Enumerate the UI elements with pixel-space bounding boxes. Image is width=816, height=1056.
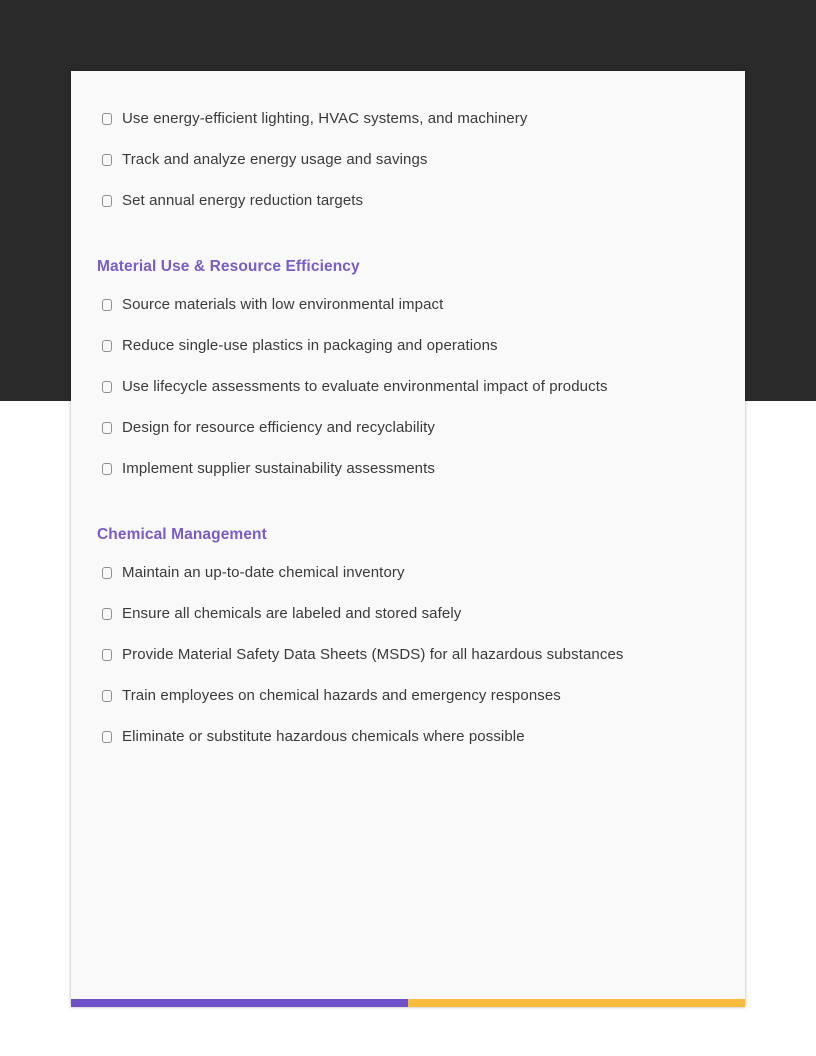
item-label: Use lifecycle assessments to evaluate environmental impact of products bbox=[122, 378, 608, 395]
checklist-section-material-use bbox=[97, 252, 719, 489]
item-label: Provide Material Safety Data Sheets (MSDS) for all hazardous substances bbox=[122, 646, 624, 663]
item-label: Use energy-efficient lighting, HVAC systems, and machinery bbox=[122, 110, 528, 127]
checkbox-icon[interactable] bbox=[102, 113, 112, 125]
checkbox-icon[interactable] bbox=[102, 422, 112, 434]
checkbox-icon[interactable] bbox=[102, 154, 112, 166]
item-label: Eliminate or substitute hazardous chemicals where possible bbox=[122, 728, 525, 745]
checklist-item bbox=[97, 634, 719, 675]
checkbox-icon[interactable] bbox=[102, 649, 112, 661]
checklist-item bbox=[97, 98, 719, 139]
checkbox-icon[interactable] bbox=[102, 299, 112, 311]
item-label: Implement supplier sustainability assessments bbox=[122, 460, 435, 477]
checklist-item bbox=[97, 139, 719, 180]
footer-bar-right-segment bbox=[408, 999, 745, 1007]
checklist-item bbox=[97, 448, 719, 489]
checklist-item bbox=[97, 552, 719, 593]
item-label: Set annual energy reduction targets bbox=[122, 192, 364, 209]
checklist-item bbox=[97, 284, 719, 325]
checklist-section-chemical-management bbox=[97, 520, 719, 757]
checkbox-icon[interactable] bbox=[102, 195, 112, 207]
item-label: Source materials with low environmental impact bbox=[122, 296, 444, 313]
checkbox-icon[interactable] bbox=[102, 340, 112, 352]
checkbox-icon[interactable] bbox=[102, 608, 112, 620]
item-label: Reduce single-use plastics in packaging and operations bbox=[122, 337, 498, 354]
document-page bbox=[71, 71, 745, 1007]
checkbox-icon[interactable] bbox=[102, 463, 112, 475]
checklist-item bbox=[97, 675, 719, 716]
section-heading-chemical-management: Chemical Management bbox=[97, 526, 267, 543]
checkbox-icon[interactable] bbox=[102, 731, 112, 743]
checklist-item bbox=[97, 593, 719, 634]
checklist-item bbox=[97, 716, 719, 757]
section-heading-material-use: Material Use & Resource Efficiency bbox=[97, 258, 360, 275]
checklist-content bbox=[71, 71, 745, 757]
checklist-item bbox=[97, 407, 719, 448]
item-label: Maintain an up-to-date chemical inventory bbox=[122, 564, 405, 581]
checklist-item bbox=[97, 325, 719, 366]
checkbox-icon[interactable] bbox=[102, 690, 112, 702]
item-label: Ensure all chemicals are labeled and stored safely bbox=[122, 605, 462, 622]
checklist-item bbox=[97, 366, 719, 407]
checkbox-icon[interactable] bbox=[102, 567, 112, 579]
checkbox-icon[interactable] bbox=[102, 381, 112, 393]
footer-bar-left-segment bbox=[71, 999, 408, 1007]
page-footer-bar bbox=[71, 999, 745, 1007]
item-label: Track and analyze energy usage and savings bbox=[122, 151, 428, 168]
checklist-section-energy-continued bbox=[97, 98, 719, 221]
checklist-item bbox=[97, 180, 719, 221]
item-label: Train employees on chemical hazards and emergency responses bbox=[122, 687, 561, 704]
item-label: Design for resource efficiency and recyclability bbox=[122, 419, 435, 436]
